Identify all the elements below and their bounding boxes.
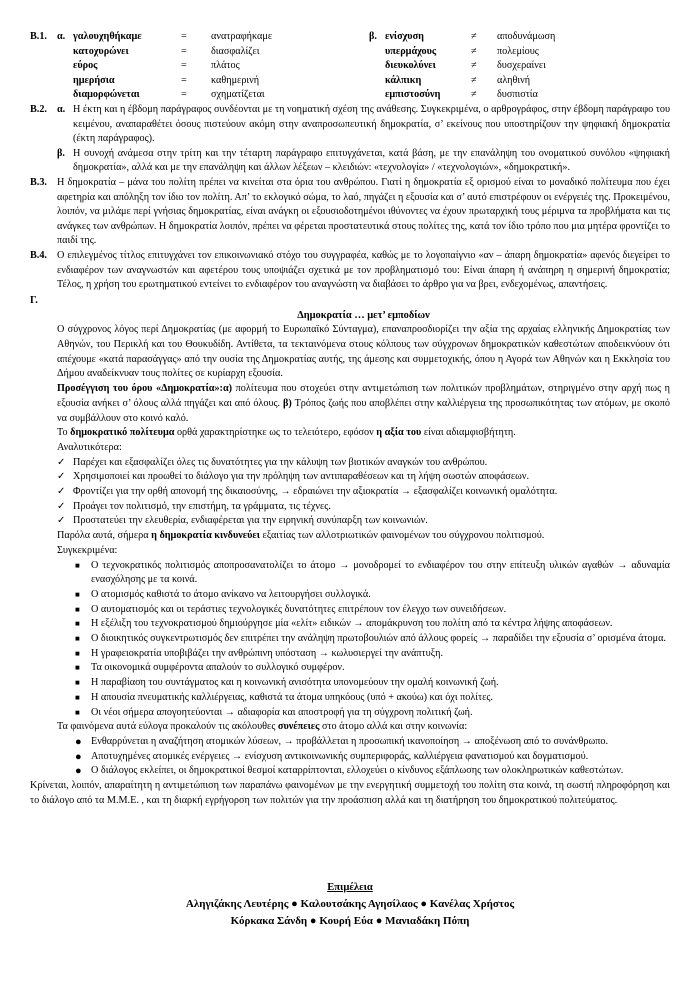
list-item xyxy=(75,559,670,588)
answer-label-c: Γ. xyxy=(30,294,38,306)
list-item xyxy=(75,603,670,618)
para3-part2: ορθά χαρακτηρίστηκε ως το τελειότερο, εφόσον xyxy=(174,427,377,439)
check-icon: ✓ xyxy=(57,486,66,498)
check-icon: ✓ xyxy=(57,515,66,527)
word-term: εμπιστοσύνη xyxy=(385,89,441,101)
essay-paragraph-1: Ο σύγχρονος λόγος περί Δημοκρατίας (με αφορμή το Ευρωπαϊκό Σύνταγμα), επαναπροσδιορίζει την αξία της αρχαίας ελληνικής Δημοκρατίας των Αθηνών, του Περικλή και του Θουκυδίδη. Αντίθετα, τα τεκταινόμενα στους κόλπους των σύγχρονων δημοκρατικών καθεστώτων αποδεικνύουν ότι απέχουμε «κατά παρασάγγας» από την ουσία της Δημοκρατίας αυτής, της άμεσης και συμμετοχικής, όπου η Αγορά των Αθηνών και η Εκκλησία του Δήμου αναδείκνυαν τους πολίτες σε κυρίαρχη εξουσία. xyxy=(57,324,670,380)
list-item xyxy=(75,676,670,691)
dot-bullet-icon: ● xyxy=(75,750,82,763)
consequences-part2: στο άτομο αλλά και στην κοινωνία: xyxy=(319,721,468,733)
square-bullet-icon: ■ xyxy=(75,604,80,614)
document-content xyxy=(30,30,670,808)
b1-sub-label-b: β. xyxy=(369,31,377,42)
b1-columns xyxy=(57,30,670,103)
term-definition-lead: Προσέγγιση του όρου «Δημοκρατία»: xyxy=(57,383,223,395)
word-pair xyxy=(73,74,369,89)
relation-operator: ≠ xyxy=(471,89,477,101)
list-item-label: Ο διοικητικός συγκεντρωτισμός δεν επιτρέπει την ανάληψη πρωτοβουλιών από άλλους φορείς → παραδίδει την εξουσία σ’ ορισμένα άτομα. xyxy=(91,633,666,645)
para3-part1: Το xyxy=(57,427,71,439)
word-term: διευκολύνει xyxy=(385,60,436,72)
square-bullet-icon: ■ xyxy=(75,663,80,673)
square-bullet-icon: ■ xyxy=(75,560,80,570)
list-item-label: Η εξέλιξη του τεχνοκρατισμού δημιούργησε μία «ελίτ» ειδικών → απομάκρυνση του πολίτη από τα κέντρα λήψης αποφάσεων. xyxy=(91,618,613,630)
list-item-label: Φροντίζει για την ορθή απονομή της δικαιοσύνης, → εδραιώνει την αξιοκρατία → εξασφαλίζει κοινωνική ομαλότητα. xyxy=(73,486,558,498)
square-bullet-icon: ■ xyxy=(75,589,80,599)
list-item-label: Ο τεχνοκρατικός πολιτισμός αποπροσανατολίζει το άτομο → μονοδρομεί το ενδιαφέρον του στην επίτευξη υλικών αγαθών → αδυναμία ενασχόλησης με τα κοινά. xyxy=(91,559,670,586)
analysis-intro: Αναλυτικότερα: xyxy=(57,441,122,453)
word-term: ημερήσια xyxy=(73,74,115,86)
word-match: αληθινή xyxy=(497,74,531,86)
list-item xyxy=(75,661,670,676)
list-item xyxy=(75,632,670,647)
list-item xyxy=(75,588,670,603)
b1-antonym-pairs xyxy=(385,30,669,103)
word-term: ενίσχυση xyxy=(385,31,424,42)
list-item-label: Αποτυχημένες ατομικές ενέργειες → ενίσχυση αντικοινωνικής συμπεριφοράς, καλλιέργεια φανατισμού και δογματισμού. xyxy=(91,750,589,762)
b1-synonyms-column xyxy=(57,30,369,103)
word-pair xyxy=(73,88,369,103)
list-item xyxy=(57,514,670,529)
list-item-label: Ο αυτοματισμός και οι τεράστιες τεχνολογικές δυνατότητες επιτρέπουν τον έλεγχο των συνειδήσεων. xyxy=(91,603,507,615)
word-term: διαμορφώνεται xyxy=(73,89,140,101)
relation-operator: = xyxy=(181,89,187,101)
list-item-label: Η απουσία πνευματικής καλλιέργειας, καθιστά τα άτομα υπηκόους (υπό + ακούω) και όχι πολίτες. xyxy=(91,691,493,703)
danger-bold: η δημοκρατία κινδυνεύει xyxy=(151,530,260,542)
para3-bold1: δημοκρατικό πολίτευμα xyxy=(70,427,175,439)
list-item-label: Προστατεύει την ελευθερία, ενδιαφέρεται για την ειρηνική συνύπαρξη των κοινωνιών. xyxy=(73,515,428,527)
word-pair xyxy=(385,88,669,103)
list-item xyxy=(57,456,670,471)
answer-block-b2a xyxy=(30,103,670,147)
word-match: διασφαλίζει xyxy=(211,45,260,57)
list-item-label: Παρέχει και εξασφαλίζει όλες τις δυνατότητες για την κάλυψη των βιοτικών αναγκών του ανθρώπου. xyxy=(73,456,488,468)
answer-text-b4: Ο επιλεγμένος τίτλος επιτυγχάνει τον επικοινωνιακό στόχο του συγγραφέα, καθώς με το λογοπαίγνιο «αν – άπαρη δημοκρατία» αφενός διεγείρει το ενδιαφέρον των αναγνωστών και αφετέρου τους υποψιάζει σχετικά με τον προβληματισμό του: Είναι άπαρη ή ανάπηρη η σημερινή δημοκρατία; Τέλος, η χρήση του ερωτηματικού εντείνει το ενδιαφέρον του αναγνώστη να διαβάσει το άρθρο για να βρει, ενδεχομένως, απαντήσεις. xyxy=(57,249,670,291)
list-item-label: Ο διάλογος εκλείπει, οι δημοκρατικοί θεσμοί καταρρίπτονται, ελλοχεύει ο κίνδυνος εξάπλωσης των ολοκληρωτικών καθεστώτων. xyxy=(91,765,624,777)
relation-operator: = xyxy=(181,31,187,42)
word-pair xyxy=(73,45,369,60)
list-item xyxy=(57,485,670,500)
relation-operator: ≠ xyxy=(471,31,477,42)
word-term: κατοχυρώνει xyxy=(73,45,129,57)
credits-title: Επιμέλεια xyxy=(327,882,373,893)
specifically-intro: Συγκεκριμένα: xyxy=(57,544,118,556)
answer-block-b3 xyxy=(30,176,670,249)
word-pair xyxy=(73,30,369,45)
word-term: εύρος xyxy=(73,60,98,72)
check-icon: ✓ xyxy=(57,471,66,483)
essay-paragraph-2 xyxy=(57,382,670,426)
credits-line-1: Αληγιζάκης Λευτέρης ● Καλουτσάκης Αγησίλαος ● Κανέλας Χρήστος xyxy=(185,898,515,910)
list-item xyxy=(75,647,670,662)
para3-bold2: η αξία του xyxy=(376,427,422,439)
list-item xyxy=(75,691,670,706)
consequences-bold: συνέπειες xyxy=(277,721,320,733)
def-marker-b: β) xyxy=(283,397,292,409)
check-icon: ✓ xyxy=(57,456,66,468)
answer-text-b2b: Η συνοχή ανάμεσα στην τρίτη και την τέταρτη παράγραφο επιτυγχάνεται, κατά βάση, με την επανάληψη του ονοματικού συνόλου «ψηφιακή δημοκρατία», αλλά και με την επανάληψη και άλλων λέξεων – κλειδιών: «τεχνολογία» / «τεχνολογιών», «δημοκρατική». xyxy=(73,147,670,174)
word-match: δυσχεραίνει xyxy=(497,60,546,72)
checkmark-list xyxy=(57,456,670,530)
list-item xyxy=(75,617,670,632)
danger-paragraph xyxy=(57,529,670,544)
answer-text-b2a: Η έκτη και η έβδομη παράγραφος συνδέονται με τη νοηματική σχέση της ανάθεσης. Συγκεκριμένα, ο αρθρογράφος, στην έβδομη παράγραφο του κειμένου, αναπαραθέτει όσους πιστεύουν ακόμη στην αναπροσωπευτική δημοκρατία, σ’ εκείνους που υποστηρίζουν την ψηφιακή δημοκρατία (έκτη παράγραφος). xyxy=(73,103,670,145)
list-item xyxy=(57,500,670,515)
square-bullet-icon: ■ xyxy=(75,692,80,702)
list-item-label: Η γραφειοκρατία υποβιβάζει την ανθρώπινη υπόσταση → κωλυσιεργεί την ανάπτυξη. xyxy=(91,647,444,659)
answer-block-c xyxy=(30,294,670,809)
square-bullet-icon: ■ xyxy=(75,619,80,629)
list-item-label: Η παραβίαση του συντάγματος και η κοινωνική ανισότητα υπονομεύουν την ομαλή κοινωνική ζωή. xyxy=(91,677,499,689)
check-icon: ✓ xyxy=(57,500,66,512)
list-item xyxy=(75,764,670,779)
list-item xyxy=(75,750,670,765)
answer-sub-label-a: α. xyxy=(57,103,66,115)
list-item-label: Τα οικονομικά συμφέροντα απαλούν το συλλογικό συμφέρον. xyxy=(91,662,345,674)
b1-synonym-pairs xyxy=(73,30,369,103)
square-bullet-icon: ■ xyxy=(75,634,80,644)
answer-block-b2b xyxy=(30,147,670,176)
dot-bullet-list xyxy=(75,735,670,779)
essay-title: Δημοκρατία … μετ’ εμποδίων xyxy=(297,310,430,322)
word-pair xyxy=(385,30,669,45)
def-text-b: Τρόπος ζωής που αποβλέπει στην καλλιέργεια της προσωπικότητας των ατόμων, με σκοπό να συμβάλλουν στο κοινό καλό. xyxy=(57,397,670,424)
essay-closing-paragraph: Κρίνεται, λοιπόν, απαραίτητη η αντιμετώπιση των παραπάνω φαινομένων με την ενεργητική συμμετοχή του πολίτη στα κοινά, τη σωστή πληροφόρηση και το διάλογο από τα Μ.Μ.Ε. , και τη διαρκή εγρήγορση των πολιτών για την προάσπιση αλλά και τη διατήρηση του δημοκρατικού πολιτεύματος. xyxy=(30,780,670,806)
word-pair xyxy=(385,45,669,60)
relation-operator: ≠ xyxy=(471,74,477,86)
word-match: δυσπιστία xyxy=(497,89,538,101)
def-text-a: πολίτευμα που στοχεύει στην αντιμετώπιση των πολιτικών προβλημάτων, στηριγμένο στην αρχή πως η εξουσία ανήκει σ’ όλους αλλά πηγάζει και από όλους. xyxy=(57,383,671,409)
word-match: ανατραφήκαμε xyxy=(211,31,273,42)
answer-block-b4 xyxy=(30,249,670,293)
credits-footer xyxy=(0,880,700,930)
consequences-part1: Τα φαινόμενα αυτά εύλογα προκαλούν τις ακόλουθες xyxy=(57,721,278,733)
word-term: υπερμάχους xyxy=(385,45,437,57)
word-term: γαλουχηθήκαμε xyxy=(73,31,142,42)
dot-bullet-icon: ● xyxy=(75,735,82,748)
word-term: κάλπικη xyxy=(385,74,422,86)
square-bullet-icon: ■ xyxy=(75,648,80,658)
def-marker-a: α) xyxy=(222,383,233,395)
list-item xyxy=(75,706,670,721)
word-match: πολεμίους xyxy=(497,45,539,57)
answer-text-b3: Η δημοκρατία – μάνα του πολίτη πρέπει να κινείται στα όρια του ανθρώπου. Γιατί η δημοκρατία εξ ορισμού είναι το μοναδικό πολίτευμα που έχει αφετηρία και απόληξη τον ίδιο τον πολίτη. Απ’ το εκλογικό σώμα, το λαό, πηγάζει η εξουσία και σ’ αυτό επιστρέφουν οι ενέργειές της. Προκειμένου, λοιπόν, να μιλάμε περί γνήσιας δημοκρατίας, είναι ανάγκη οι εξουσιοδοτημένοι ιθύνοντες να έχουν πρωταρχική τους μέριμνα τα προβλήματα και τις ανάγκες των ανθρώπων. Η δημοκρατία λοιπόν, πρέπει να φέρεται προστατευτικά στους πολίτες της, κατά τον ίδιο τρόπο που μια μητέρα φροντίζει το παιδί της. xyxy=(57,176,670,247)
danger-part2: εξαιτίας των αλλοτριωτικών φαινομένων του σύγχρονου πολιτισμού. xyxy=(259,530,545,542)
square-bullet-icon: ■ xyxy=(75,678,80,688)
word-match: καθημερινή xyxy=(211,74,260,86)
word-match: πλάτος xyxy=(211,60,240,72)
para3-part3: είναι αδιαμφισβήτητη. xyxy=(421,427,516,439)
list-item-label: Οι νέοι σήμερα απογοητεύονται → αδιαφορία και αποστροφή για τη σύγχρονη πολιτική ζωή. xyxy=(91,706,473,718)
dot-bullet-icon: ● xyxy=(75,765,82,778)
word-match: σχηματίζεται xyxy=(211,89,265,101)
list-item-label: Ο ατομισμός καθιστά το άτομο ανίκανο να λειτουργήσει συλλογικά. xyxy=(91,588,371,600)
credits-line-2: Κόρκακα Σάνδη ● Κουρή Εύα ● Μανιαδάκη Πόπη xyxy=(230,915,470,927)
word-pair xyxy=(385,74,669,89)
word-pair xyxy=(73,59,369,74)
relation-operator: ≠ xyxy=(471,45,477,57)
b1-sub-label-a: α. xyxy=(57,31,66,42)
relation-operator: = xyxy=(181,60,187,72)
answer-label-b4: Β.4. xyxy=(30,249,47,261)
answer-label-b3: Β.3. xyxy=(30,176,47,188)
answer-label-b2: Β.2. xyxy=(30,103,47,115)
list-item xyxy=(57,470,670,485)
relation-operator: = xyxy=(181,45,187,57)
word-match: αποδυνάμωση xyxy=(497,31,556,42)
relation-operator: = xyxy=(181,74,187,86)
b1-antonyms-column xyxy=(369,30,669,103)
consequences-intro xyxy=(57,720,670,735)
word-pair xyxy=(385,59,669,74)
square-bullet-list xyxy=(75,559,670,721)
list-item xyxy=(75,735,670,750)
list-item-label: Προάγει τον πολιτισμό, την επιστήμη, τα γράμματα, τις τέχνες. xyxy=(73,500,331,512)
essay-paragraph-3 xyxy=(57,426,670,441)
answer-label-b1: Β.1. xyxy=(30,31,47,42)
danger-part1: Παρόλα αυτά, σήμερα xyxy=(57,530,152,542)
answer-sub-label-b: β. xyxy=(57,147,65,159)
list-item-label: Χρησιμοποιεί και προωθεί το διάλογο για την πρόληψη των αντιπαραθέσεων και τη λήψη σωστών αποφάσεων. xyxy=(73,471,530,483)
answer-block-b1 xyxy=(30,30,670,103)
relation-operator: ≠ xyxy=(471,60,477,72)
list-item-label: Ενθαρρύνεται η αναζήτηση ατομικών λύσεων, → προβάλλεται η προσωπική ικανοποίηση → αποξένωση από το συνάνθρωπο. xyxy=(91,735,608,747)
square-bullet-icon: ■ xyxy=(75,707,80,717)
